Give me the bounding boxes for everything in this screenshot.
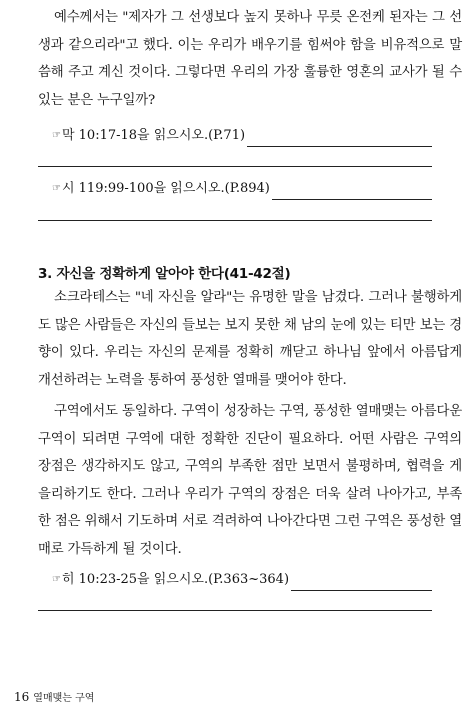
answer-blank bbox=[291, 575, 432, 591]
section-paragraph-1: 소크라테스는 "네 자신을 알라"는 유명한 말을 남겼다. 그러나 불행하게도 많은 사람들은 자신의 들보는 보지 못한 채 남의 눈에 있는 티만 보는 경향이 있다. 우리는 자신의 문제를 정확히 깨닫고 하나님 앞에서 아름답게 개선하려는 노력을 통하여 풍성한 열매를 맺어야 한다. bbox=[38, 290, 462, 388]
answer-line bbox=[38, 610, 432, 611]
reference-text: 막 10:17-18을 읽으시오.(P.71) bbox=[61, 128, 246, 143]
reference-line-hebrews bbox=[52, 569, 432, 591]
answer-line bbox=[38, 220, 432, 221]
reference-text: 히 10:23-25을 읽으시오.(P.363~364) bbox=[61, 572, 290, 587]
reference-text: 시 119:99-100을 읽으시오.(P.894) bbox=[61, 181, 270, 196]
pointing-hand-icon: ☞ bbox=[52, 183, 61, 194]
answer-blank bbox=[247, 131, 432, 147]
intro-paragraph: 예수께서는 "제자가 그 선생보다 높지 못하나 무릇 온전케 된자는 그 선생과 같으리라"고 했다. 이는 우리가 배우기를 힘써야 함을 비유적으로 말씀해 주고 계신 것이다. 그렇다면 우리의 가장 훌륭한 영혼의 교사가 될 수 있는 분은 누구일까? bbox=[38, 10, 462, 108]
section-paragraph-2: 구역에서도 동일하다. 구역이 성장하는 구역, 풍성한 열매맺는 아름다운 구역이 되려면 구역에 대한 정확한 진단이 필요하다. 어떤 사람은 구역의 장점은 생각하지도 않고, 구역의 부족한 점만 보면서 불평하며, 협력을 게을리하기도 한다. 그러나 우리가 구역의 장점은 더욱 살려 나아가고, 부족한 점은 위해서 기도하며 서로 격려하여 나아간다면 그런 구역은 풍성한 열매로 가득하게 될 것이다. bbox=[38, 404, 462, 557]
pointing-hand-icon: ☞ bbox=[52, 130, 61, 141]
answer-line bbox=[38, 166, 432, 167]
section-heading: 3. 자신을 정확하게 알아야 한다(41-42절) bbox=[38, 266, 291, 282]
book-title: 열매맺는 구역 bbox=[33, 693, 95, 704]
reference-line-mark bbox=[52, 125, 432, 147]
pointing-hand-icon: ☞ bbox=[52, 574, 61, 585]
page-number: 16 bbox=[14, 690, 30, 704]
reference-line-psalms bbox=[52, 178, 432, 200]
answer-blank bbox=[272, 184, 432, 200]
page-footer bbox=[14, 689, 94, 704]
